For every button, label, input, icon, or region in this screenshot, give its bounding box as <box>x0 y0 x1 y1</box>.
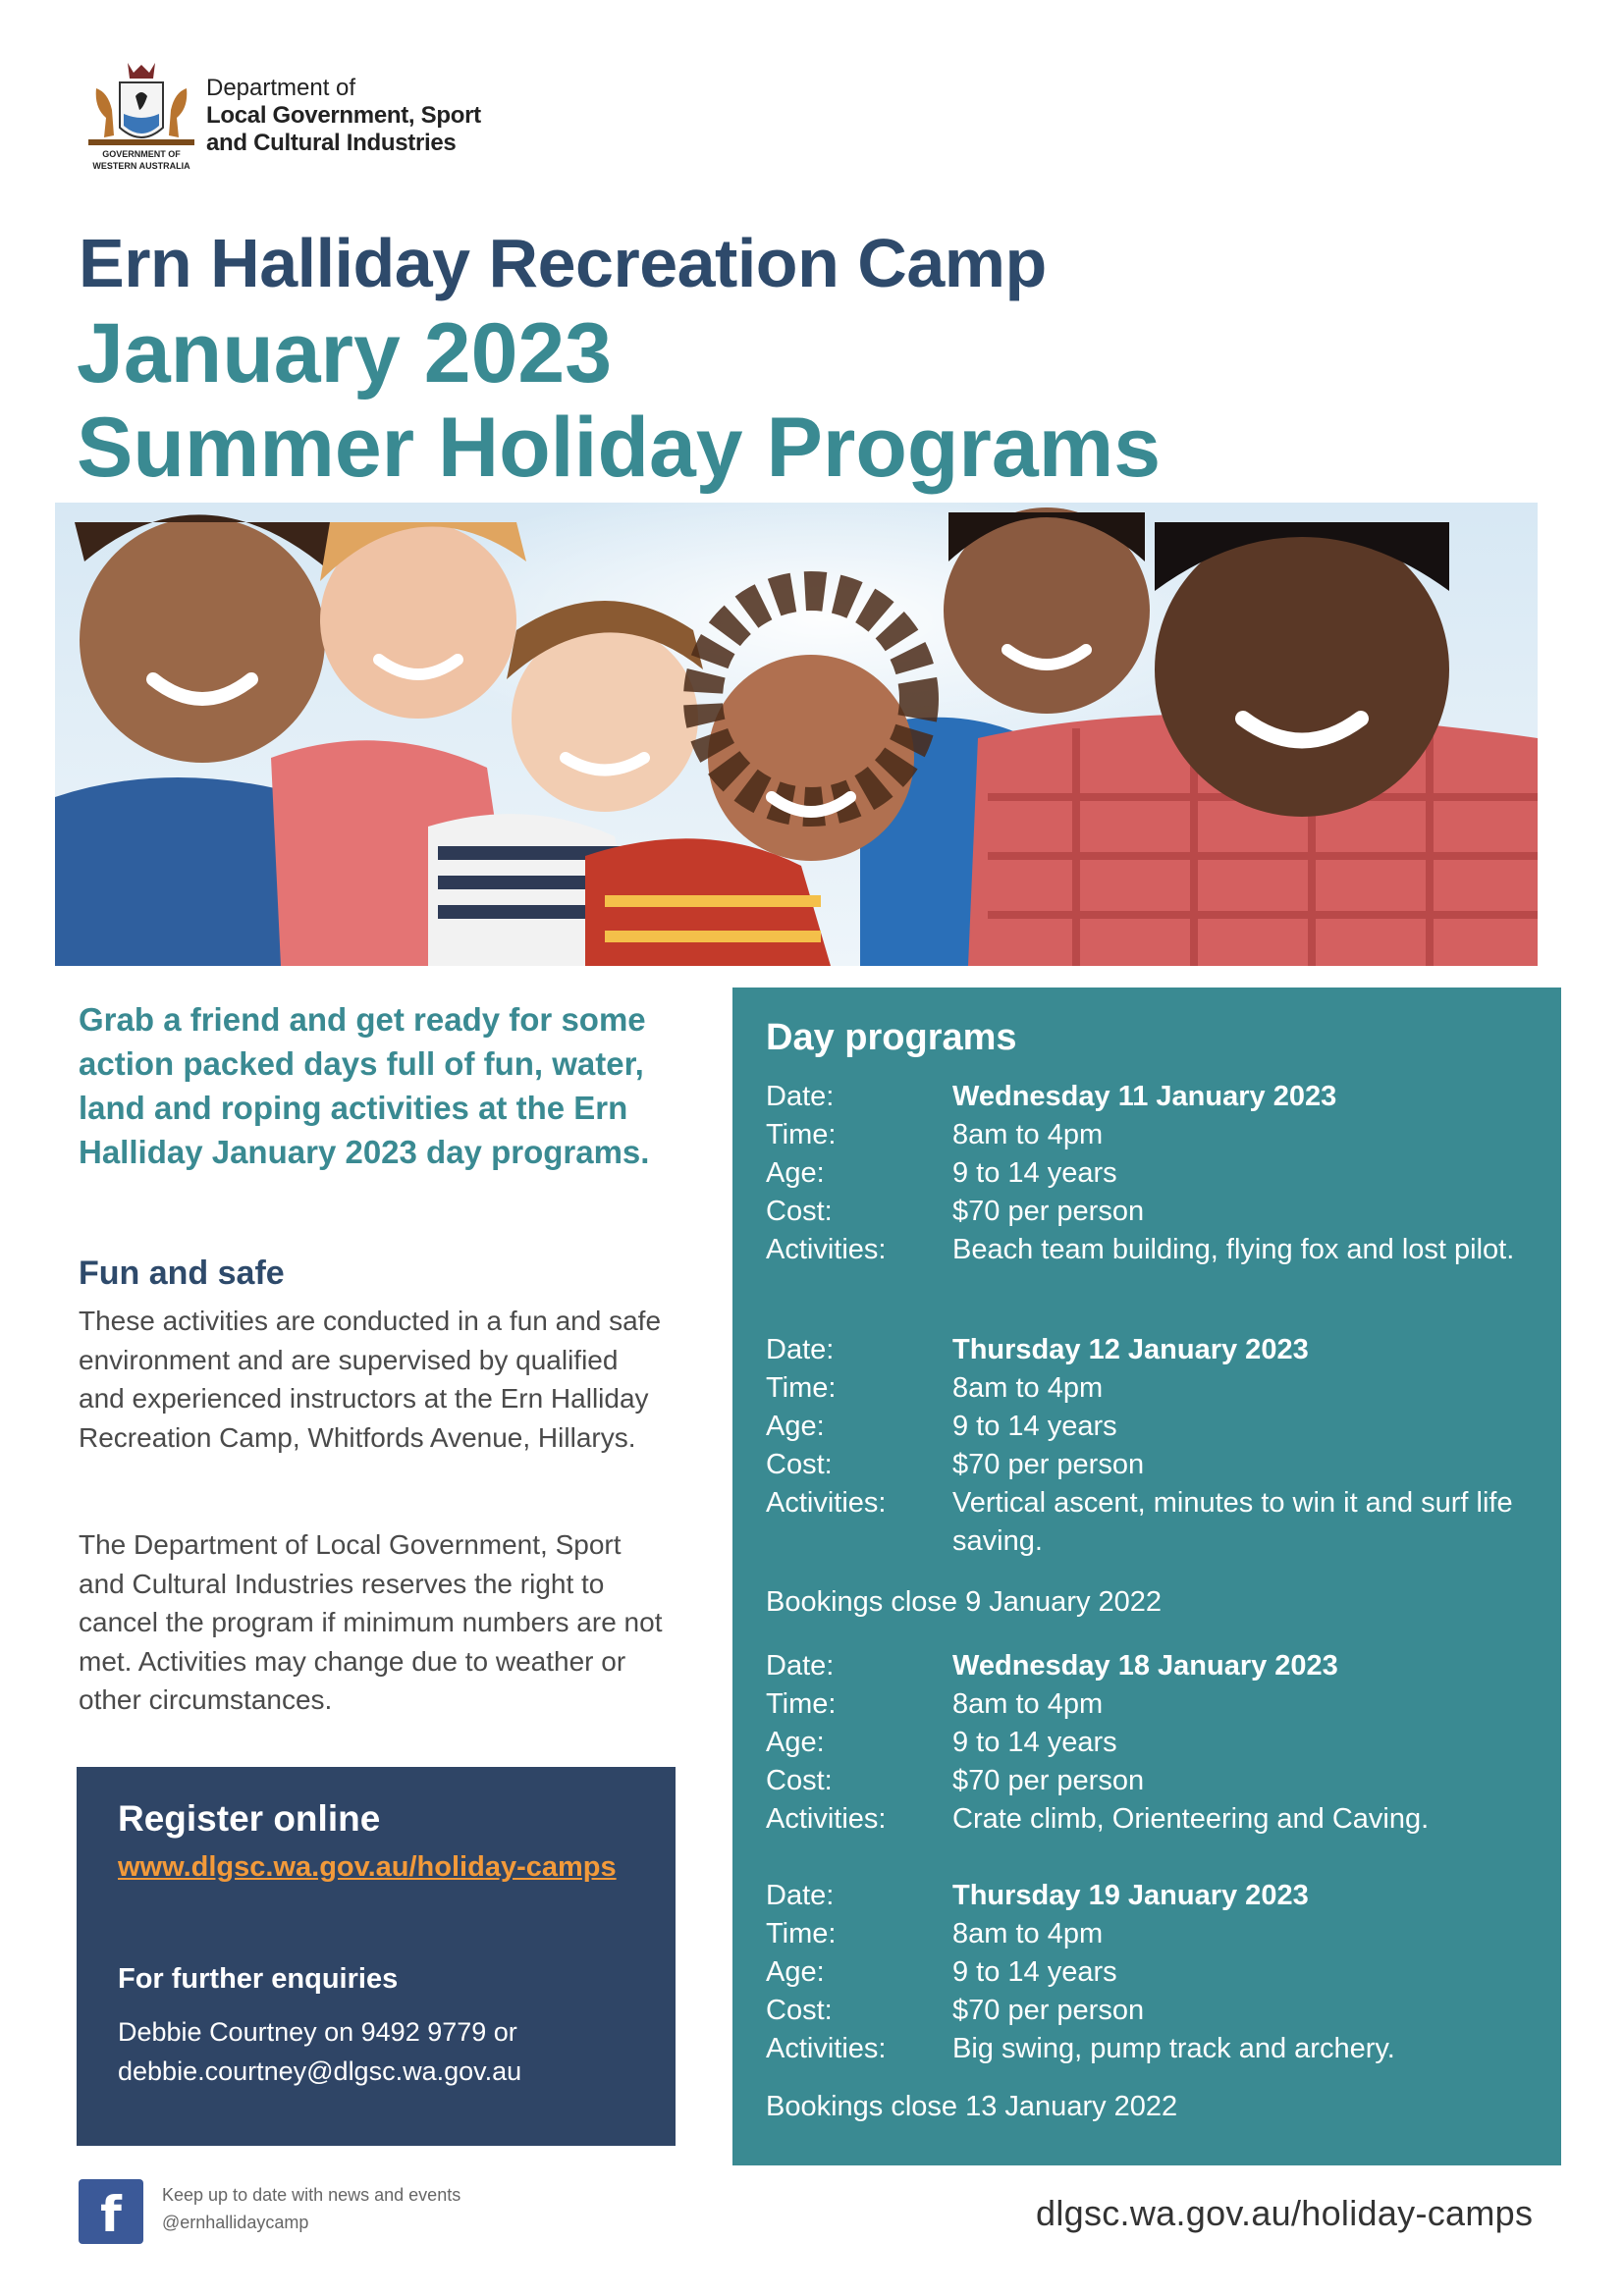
children-group-photo <box>55 503 1538 966</box>
age-label: Age: <box>766 1727 825 1758</box>
program-cost: $70 per person <box>952 1765 1145 1796</box>
intro-text: Grab a friend and get ready for some action packed days full of fun, water, land and roping activities at the Ern Halliday January 2023 day programs. <box>79 1001 650 1170</box>
department-line-1: Department of <box>206 75 356 101</box>
date-label: Date: <box>766 1880 835 1911</box>
register-heading: Register online <box>118 1798 381 1839</box>
date-label: Date: <box>766 1081 835 1112</box>
time-label: Time: <box>766 1372 837 1404</box>
program-date: Thursday 19 January 2023 <box>952 1880 1309 1911</box>
time-label: Time: <box>766 1119 837 1150</box>
program-activities: Crate climb, Orienteering and Caving. <box>952 1803 1430 1835</box>
program-time: 8am to 4pm <box>952 1372 1104 1404</box>
program-age: 9 to 14 years <box>952 1956 1117 1988</box>
facebook-icon[interactable]: f <box>79 2179 143 2244</box>
fun-safe-paragraph-2: The Department of Local Government, Sport and Cultural Industries reserves the right to cancel the program if minimum numbers are not met. Activities may change due to weather or other circumstances. <box>79 1529 663 1715</box>
program-age: 9 to 14 years <box>952 1157 1117 1189</box>
fun-safe-heading: Fun and safe <box>79 1255 285 1292</box>
date-label: Date: <box>766 1334 835 1365</box>
program-time: 8am to 4pm <box>952 1918 1104 1949</box>
day-programs-heading: Day programs <box>766 1017 1017 1058</box>
cost-label: Cost: <box>766 1196 833 1227</box>
program-time: 8am to 4pm <box>952 1119 1104 1150</box>
age-label: Age: <box>766 1956 825 1988</box>
cost-label: Cost: <box>766 1449 833 1480</box>
social-note <box>162 2181 460 2236</box>
social-handle[interactable]: @ernhallidaycamp <box>162 2213 309 2232</box>
bookings-close-1: Bookings close 9 January 2022 <box>766 1586 1163 1618</box>
register-link[interactable]: www.dlgsc.wa.gov.au/holiday-camps <box>118 1851 617 1883</box>
department-line-3: and Cultural Industries <box>206 130 457 156</box>
program-cost: $70 per person <box>952 1995 1145 2026</box>
date-label: Date: <box>766 1650 835 1682</box>
program-cost: $70 per person <box>952 1449 1145 1480</box>
program-item <box>766 1331 1542 1561</box>
svg-text:GOVERNMENT OF: GOVERNMENT OF <box>102 149 181 159</box>
activities-label: Activities: <box>766 1234 887 1265</box>
website-url[interactable]: dlgsc.wa.gov.au/holiday-camps <box>1036 2193 1534 2233</box>
program-age: 9 to 14 years <box>952 1727 1117 1758</box>
enquiries-phone: Debbie Courtney on 9492 9779 or <box>118 2017 517 2047</box>
time-label: Time: <box>766 1688 837 1720</box>
enquiries-heading: For further enquiries <box>118 1963 399 1995</box>
fun-safe-paragraph-1: These activities are conducted in a fun and safe environment and are supervised by qualified and experienced instructors at the Ern Halliday Recreation Camp, Whitfords Avenue, Hillarys. <box>79 1306 662 1453</box>
program-time: 8am to 4pm <box>952 1688 1104 1720</box>
program-cost: $70 per person <box>952 1196 1145 1227</box>
age-label: Age: <box>766 1157 825 1189</box>
enquiries-email[interactable]: debbie.courtney@dlgsc.wa.gov.au <box>118 2056 522 2086</box>
program-item <box>766 1078 1542 1269</box>
social-line-1: Keep up to date with news and events <box>162 2185 461 2205</box>
program-activities: Beach team building, flying fox and lost pilot. <box>952 1234 1515 1265</box>
svg-text:WESTERN AUSTRALIA: WESTERN AUSTRALIA <box>92 161 190 171</box>
time-label: Time: <box>766 1918 837 1949</box>
activities-label: Activities: <box>766 2033 887 2064</box>
program-date: Thursday 12 January 2023 <box>952 1334 1309 1365</box>
cost-label: Cost: <box>766 1995 833 2026</box>
program-activities: Vertical ascent, minutes to win it and surf life saving. <box>952 1487 1513 1557</box>
program-activities: Big swing, pump track and archery. <box>952 2033 1395 2064</box>
day-programs-box <box>732 988 1561 2165</box>
wa-government-crest-logo <box>79 59 204 175</box>
program-age: 9 to 14 years <box>952 1411 1117 1442</box>
enquiries-contact <box>118 2012 648 2091</box>
program-item <box>766 1647 1542 1839</box>
department-name <box>206 75 481 157</box>
page-title-month: January 2023 <box>77 306 613 400</box>
register-box <box>77 1767 676 2146</box>
age-label: Age: <box>766 1411 825 1442</box>
program-date: Wednesday 18 January 2023 <box>952 1650 1338 1682</box>
activities-label: Activities: <box>766 1487 887 1519</box>
activities-label: Activities: <box>766 1803 887 1835</box>
program-date: Wednesday 11 January 2023 <box>952 1081 1337 1112</box>
cost-label: Cost: <box>766 1765 833 1796</box>
page-title-camp: Ern Halliday Recreation Camp <box>79 225 1047 301</box>
program-item <box>766 1877 1542 2068</box>
bookings-close-2: Bookings close 13 January 2022 <box>766 2091 1178 2122</box>
page-title-programs: Summer Holiday Programs <box>77 400 1162 495</box>
department-line-2: Local Government, Sport <box>206 102 481 129</box>
